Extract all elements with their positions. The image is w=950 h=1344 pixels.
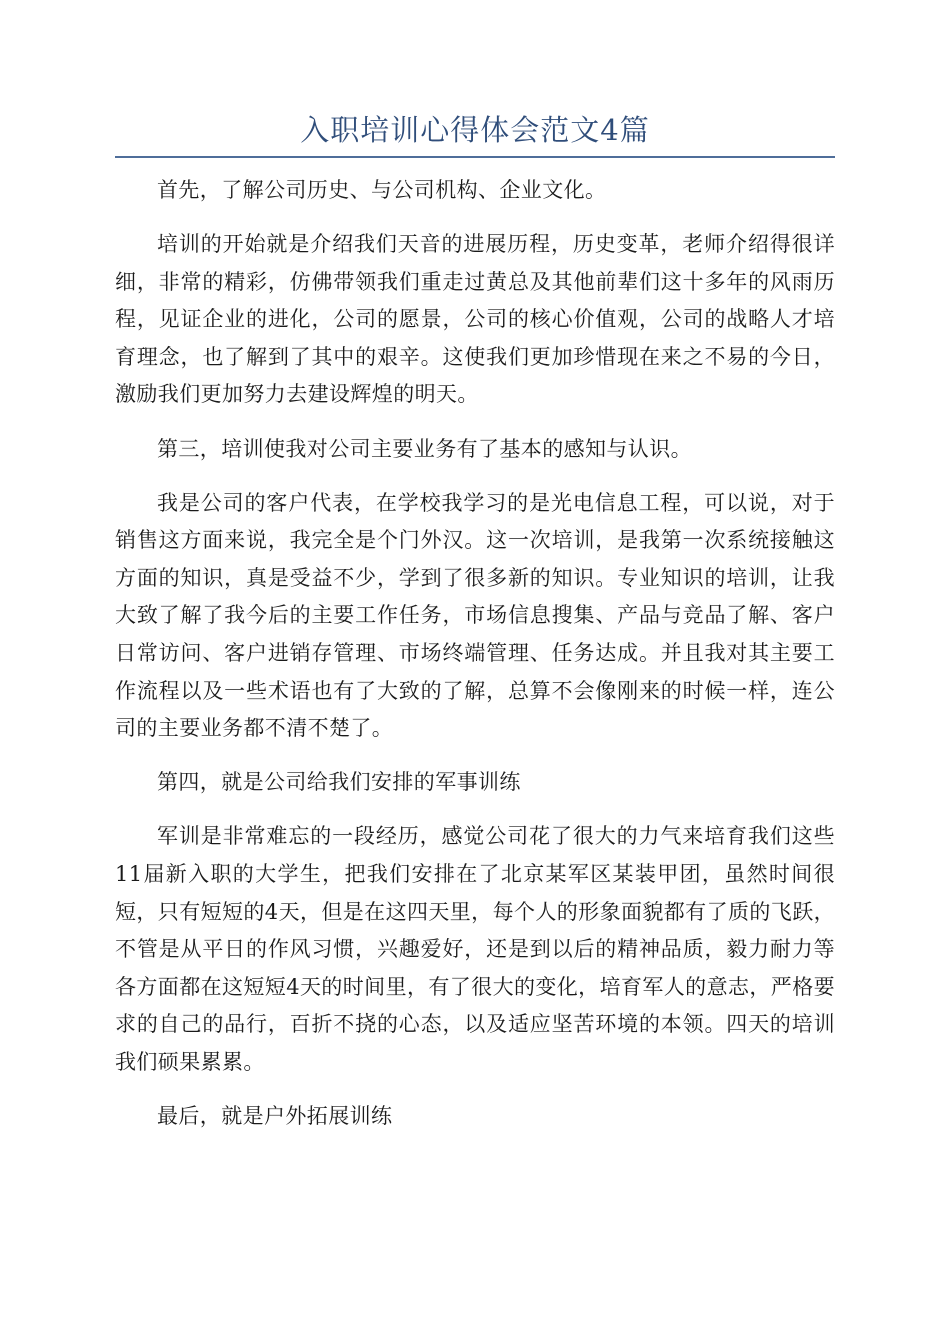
title-block [115,108,835,158]
document-title: 入职培训心得体会范文4篇 [300,113,650,147]
paragraph-intro-history: 首先，了解公司历史、与公司机构、企业文化。 [157,178,607,202]
paragraph-history-detail: 培训的开始就是介绍我们天音的进展历程，历史变革，老师介绍得很详细，非常的精彩，仿佛带领我们重走过黄总及其他前辈们这十多年的风雨历程，见证企业的进化，公司的愿景，公司的核心价值观，公司的战略人才培育理念，也了解到了其中的艰辛。这使我们更加珍惜现在来之不易的今日，激励我们更加努力去建设辉煌的明天。 [115,232,835,407]
paragraph-outdoor-heading: 最后，就是户外拓展训练 [157,1104,393,1129]
paragraph-business-detail: 我是公司的客户代表，在学校我学习的是光电信息工程，可以说，对于销售这方面来说，我完全是个门外汉。这一次培训，是我第一次系统接触这方面的知识，真是受益不少，学到了很多新的知识。专业知识的培训，让我大致了解了我今后的主要工作任务，市场信息搜集、产品与竞品了解、客户日常访问、客户进销存管理、市场终端管理、任务达成。并且我对其主要工作流程以及一些术语也有了大致的了解，总算不会像刚来的时候一样，连公司的主要业务都不清不楚了。 [115,490,835,741]
paragraph-business-heading: 第三，培训使我对公司主要业务有了基本的感知与认识。 [157,436,692,461]
paragraph-military-heading: 第四，就是公司给我们安排的军事训练 [157,770,521,795]
paragraph-military-detail: 军训是非常难忘的一段经历，感觉公司花了很大的力气来培育我们这些11届新入职的大学生，把我们安排在了北京某军区某装甲团，虽然时间很短，只有短短的4天，但是在这四天里，每个人的形象面貌都有了质的飞跃，不管是从平日的作风习惯，兴趣爱好，还是到以后的精神品质，毅力耐力等各方面都在这短短4天的时间里，有了很大的变化，培育军人的意志，严格要求的自己的品行，百折不挠的心态，以及适应坚苦环境的本领。四天的培训我们硕果累累。 [115,824,835,1074]
document-body [115,172,835,1152]
